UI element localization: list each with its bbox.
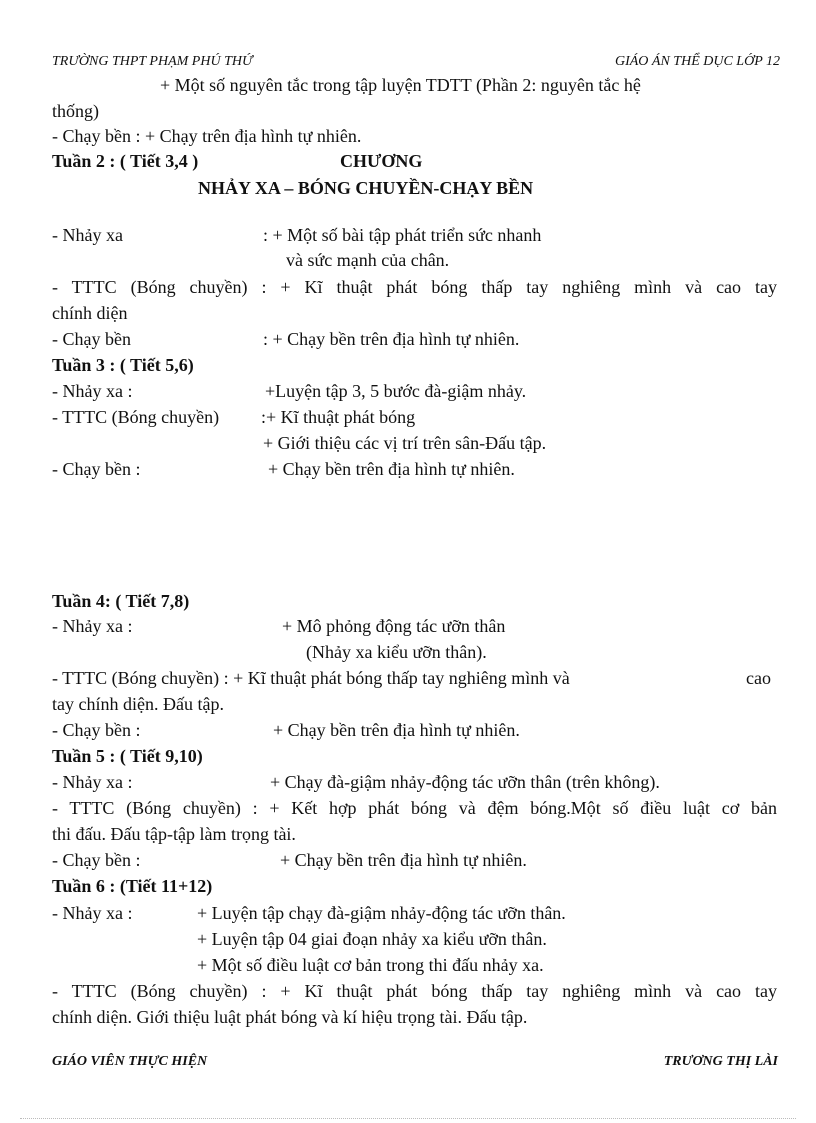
week4-jump-1: + Mô phỏng động tác ưỡn thân bbox=[282, 616, 506, 636]
header-school: TRƯỜNG THPT PHẠM PHÚ THỨ bbox=[52, 54, 253, 69]
week4-run-text: + Chạy bền trên địa hình tự nhiên. bbox=[273, 720, 520, 740]
week6-jump-2: + Luyện tập 04 giai đoạn nhảy xa kiểu ưỡn thân. bbox=[197, 929, 547, 949]
week4-run-label: - Chạy bền : bbox=[52, 720, 141, 740]
week4-title: Tuần 4: ( Tiết 7,8) bbox=[52, 591, 190, 611]
week4-jump-2: (Nhảy xa kiểu ưỡn thân). bbox=[306, 642, 487, 662]
week6-jump-1: + Luyện tập chạy đà-giậm nhảy-động tác ưỡn thân. bbox=[197, 903, 566, 923]
week5-jump-text: + Chạy đà-giậm nhảy-động tác ưỡn thân (trên không). bbox=[270, 772, 660, 792]
week2-jump-2: và sức mạnh của chân. bbox=[286, 250, 450, 270]
header-subject: GIÁO ÁN THỂ DỤC LỚP 12 bbox=[614, 54, 780, 69]
week3-ttc-2: + Giới thiệu các vị trí trên sân-Đấu tập. bbox=[263, 433, 547, 453]
week2-chapter: CHƯƠNG bbox=[340, 151, 423, 171]
intro-line-1: + Một số nguyên tắc trong tập luyện TDTT (Phần 2: nguyên tắc hệ bbox=[160, 75, 641, 95]
week2-title: Tuần 2 : ( Tiết 3,4 ) bbox=[52, 151, 199, 171]
week3-ttc-1: :+ Kĩ thuật phát bóng bbox=[261, 407, 416, 427]
week4-ttc-1b: cao bbox=[746, 668, 771, 688]
week2-ttc-line-1: - TTTC (Bóng chuyền) : + Kĩ thuật phát bóng thấp tay nghiêng mình và cao tay bbox=[52, 277, 777, 297]
week4-ttc-2: tay chính diện. Đấu tập. bbox=[52, 694, 224, 714]
week2-jump-label: - Nhảy xa bbox=[52, 225, 123, 245]
week6-title: Tuần 6 : (Tiết 11+12) bbox=[52, 876, 213, 896]
week2-chapter-sub: NHẢY XA – BÓNG CHUYỀN-CHẠY BỀN bbox=[198, 178, 534, 198]
week3-run-text: + Chạy bền trên địa hình tự nhiên. bbox=[268, 459, 515, 479]
week5-jump-label: - Nhảy xa : bbox=[52, 772, 133, 792]
intro-run: - Chạy bền : + Chạy trên địa hình tự nhiên. bbox=[52, 126, 362, 146]
week5-run-label: - Chạy bền : bbox=[52, 850, 141, 870]
page-bottom-divider bbox=[20, 1118, 796, 1119]
intro-line-2: thống) bbox=[52, 101, 99, 121]
week3-jump-text: +Luyện tập 3, 5 bước đà-giậm nhảy. bbox=[265, 381, 527, 401]
week3-run-label: - Chạy bền : bbox=[52, 459, 141, 479]
footer-teacher-name: TRƯƠNG THỊ LÀI bbox=[663, 1054, 778, 1069]
week3-ttc-label: - TTTC (Bóng chuyền) bbox=[52, 407, 220, 427]
week2-run-label: - Chạy bền bbox=[52, 329, 131, 349]
week5-run-text: + Chạy bền trên địa hình tự nhiên. bbox=[280, 850, 527, 870]
week6-jump-3: + Một số điều luật cơ bản trong thi đấu nhảy xa. bbox=[197, 955, 544, 975]
week5-ttc-1: - TTTC (Bóng chuyền) : + Kết hợp phát bóng và đệm bóng.Một số điều luật cơ bản bbox=[52, 798, 777, 818]
week6-ttc-2: chính diện. Giới thiệu luật phát bóng và kí hiệu trọng tài. Đấu tập. bbox=[52, 1007, 528, 1027]
footer-teacher-label: GIÁO VIÊN THỰC HIỆN bbox=[52, 1054, 208, 1069]
week4-ttc-1: - TTTC (Bóng chuyền) : + Kĩ thuật phát bóng thấp tay nghiêng mình và bbox=[52, 668, 570, 688]
week2-ttc-line-2: chính diện bbox=[52, 303, 128, 323]
week3-title: Tuần 3 : ( Tiết 5,6) bbox=[52, 355, 194, 375]
week5-ttc-2: thi đấu. Đấu tập-tập làm trọng tài. bbox=[52, 824, 296, 844]
week5-title: Tuần 5 : ( Tiết 9,10) bbox=[52, 746, 203, 766]
week4-jump-label: - Nhảy xa : bbox=[52, 616, 133, 636]
week6-jump-label: - Nhảy xa : bbox=[52, 903, 133, 923]
week3-jump-label: - Nhảy xa : bbox=[52, 381, 133, 401]
week2-jump-1: : + Một số bài tập phát triển sức nhanh bbox=[263, 225, 542, 245]
week6-ttc-1: - TTTC (Bóng chuyền) : + Kĩ thuật phát bóng thấp tay nghiêng mình và cao tay bbox=[52, 981, 777, 1001]
week2-run-text: : + Chạy bền trên địa hình tự nhiên. bbox=[263, 329, 520, 349]
